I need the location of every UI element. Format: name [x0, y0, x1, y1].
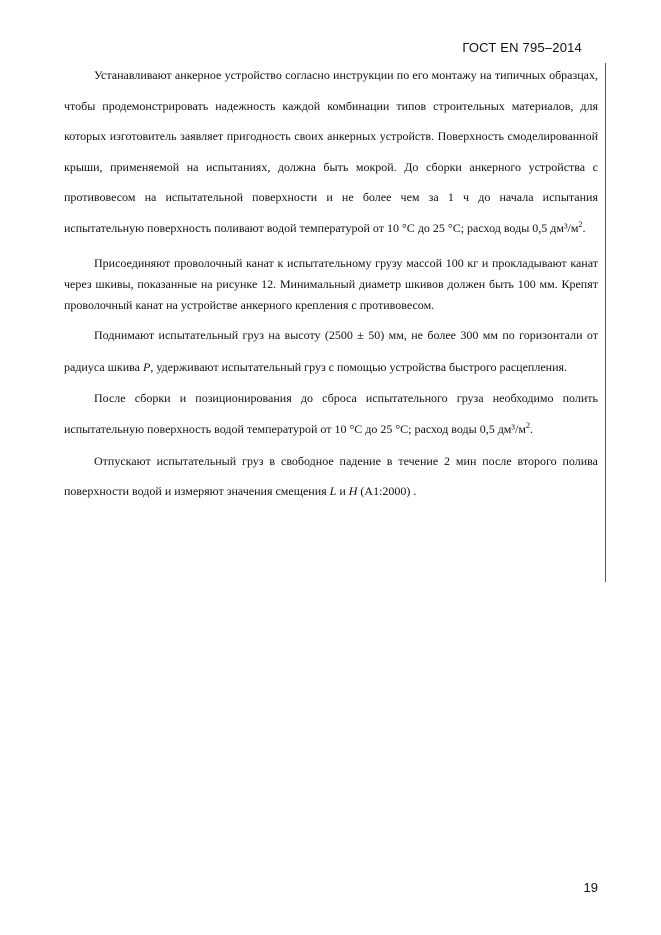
paragraph-release-weight — [64, 446, 598, 506]
paragraph-text: Поднимают испытательный груз на высоту (2500 ± 50) мм, не более 300 мм по горизонтали от радиуса шкива — [64, 328, 598, 374]
paragraph-text: Отпускают испытательный груз в свободное падение в течение 2 мин после второго полива поверхности водой и измеряют значения смещения — [64, 454, 598, 498]
document-body — [64, 60, 598, 506]
paragraph-lift-weight — [64, 320, 598, 383]
paragraph-text: Устанавливают анкерное устройство согласно инструкции по его монтажу на типичных образцах, чтобы продемонстрировать надежность каждой комбинации типов строительных материалов, для которых изготовитель заявляет пригодность своих анкерных устройств. Поверхность смоделированной крыши, применяемой на испытаниях, должна быть мокрой. До сборки анкерного устройства с противовесом на испытательной поверхности и не более чем за 1 ч до начала испытания испытательную поверхность поливают водой температурой от 10 °С до 25 °С; расход воды 0,5 дм³/м — [64, 68, 598, 235]
paragraph-text: После сборки и позиционирования до сброса испытательного груза необходимо полить испытательную поверхность водой температурой от 10 °С до 25 °С; расход воды 0,5 дм³/м — [64, 391, 598, 436]
paragraph-wire-rope: Присоединяют проволочный канат к испытательному грузу массой 100 кг и прокладывают канат через шкивы, показанные на рисунке 12. Минимальный диаметр шкивов должен быть 100 мм. Крепят проволочный канат на устройстве анкерного крепления с противовесом. — [64, 256, 598, 312]
revision-margin-bar — [605, 63, 606, 582]
paragraph-end: . — [582, 220, 586, 235]
paragraph-text: и — [336, 484, 349, 498]
paragraph-anchor-installation — [64, 60, 598, 243]
superscript: 2 — [578, 219, 583, 229]
page-number: 19 — [583, 880, 598, 895]
superscript: 2 — [525, 421, 530, 430]
document-code-header: ГОСТ EN 795–2014 — [462, 40, 582, 55]
paragraph-text: , удерживают испытательный груз с помощью устройства быстрого расцепления. — [150, 359, 568, 374]
paragraph-wetting — [64, 383, 598, 445]
variable-h: H — [348, 484, 358, 498]
variable-p: P — [142, 359, 151, 374]
paragraph-end: . — [529, 422, 533, 436]
paragraph-end: (А1:2000) . — [357, 484, 417, 498]
variable-l: L — [329, 484, 337, 498]
